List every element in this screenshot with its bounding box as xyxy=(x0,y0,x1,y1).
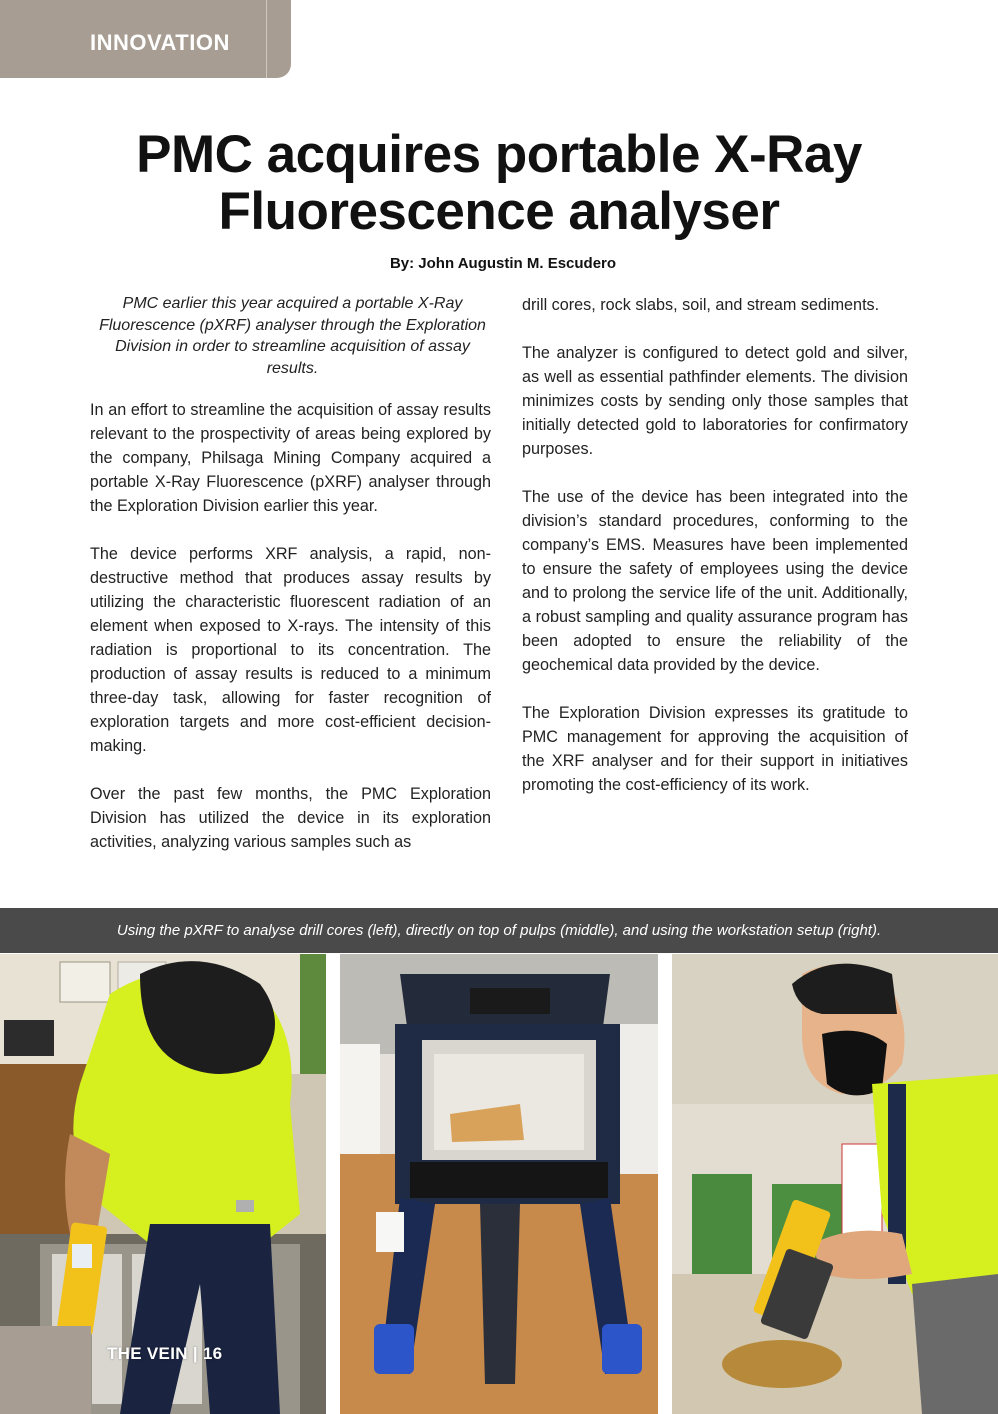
footer-page-label: THE VEIN | 16 xyxy=(107,1344,223,1363)
article-headline xyxy=(40,126,958,240)
section-label: INNOVATION xyxy=(90,30,230,55)
left-column xyxy=(90,398,491,878)
paragraph: Over the past few months, the PMC Exploration Division has utilized the device in its exploration activities, analyzing various samples such as xyxy=(90,785,491,851)
headline-line-2: Fluorescence analyser xyxy=(218,182,780,241)
paragraph: The Exploration Division expresses its gratitude to PMC management for approving the acquisition of the XRF analyser and for their support in initiatives promoting the cost-efficiency of its work. xyxy=(522,704,908,794)
tab-divider xyxy=(266,0,267,78)
paragraph: drill cores, rock slabs, soil, and stream sediments. xyxy=(522,296,880,314)
paragraph: The use of the device has been integrated into the division’s standard procedures, conforming to the company’s EMS. Measures have been implemented to ensure the safety of employees using the device and to prolong the service life of the unit. Additionally, a robust sampling and quality assurance program has been adopted to ensure the reliability of the geochemical data provided by the device. xyxy=(522,488,908,674)
footer-tab xyxy=(0,1326,91,1414)
section-tab xyxy=(0,0,291,78)
photo-workstation-setup xyxy=(672,954,998,1414)
byline: By: John Augustin M. Escudero xyxy=(389,255,617,272)
right-column xyxy=(522,293,908,821)
paragraph: In an effort to streamline the acquisition of assay results relevant to the prospectivity of areas being explored by the company, Philsaga Mining Company acquired a portable X-Ray Fluorescence (pXRF) analyser through the Exploration Division earlier this year. xyxy=(90,401,491,515)
paragraph: The device performs XRF analysis, a rapid, non-destructive method that produces assay results by utilizing the characteristic fluorescent radiation of an element when exposed to X-rays. The intensity of this radiation is proportional to its concentration. The production of assay results is reduced to a minimum three-day task, allowing for faster recognition of exploration targets and more cost-efficient decision-making. xyxy=(90,545,491,755)
article-lede: PMC earlier this year acquired a portable X-Ray Fluorescence (pXRF) analyser through the Exploration Division in order to streamline acquisition of assay results. xyxy=(99,295,486,377)
photo-pulps-workstation xyxy=(340,954,658,1414)
headline-line-1: PMC acquires portable X-Ray xyxy=(136,125,862,184)
photo-caption: Using the pXRF to analyse drill cores (left), directly on top of pulps (middle), and using the workstation setup (right). xyxy=(116,922,882,939)
photo-caption-bar xyxy=(0,908,998,953)
paragraph: The analyzer is configured to detect gold and silver, as well as essential pathfinder elements. The division minimizes costs by sending only those samples that initially detected gold to laboratories for confirmatory purposes. xyxy=(522,344,908,458)
